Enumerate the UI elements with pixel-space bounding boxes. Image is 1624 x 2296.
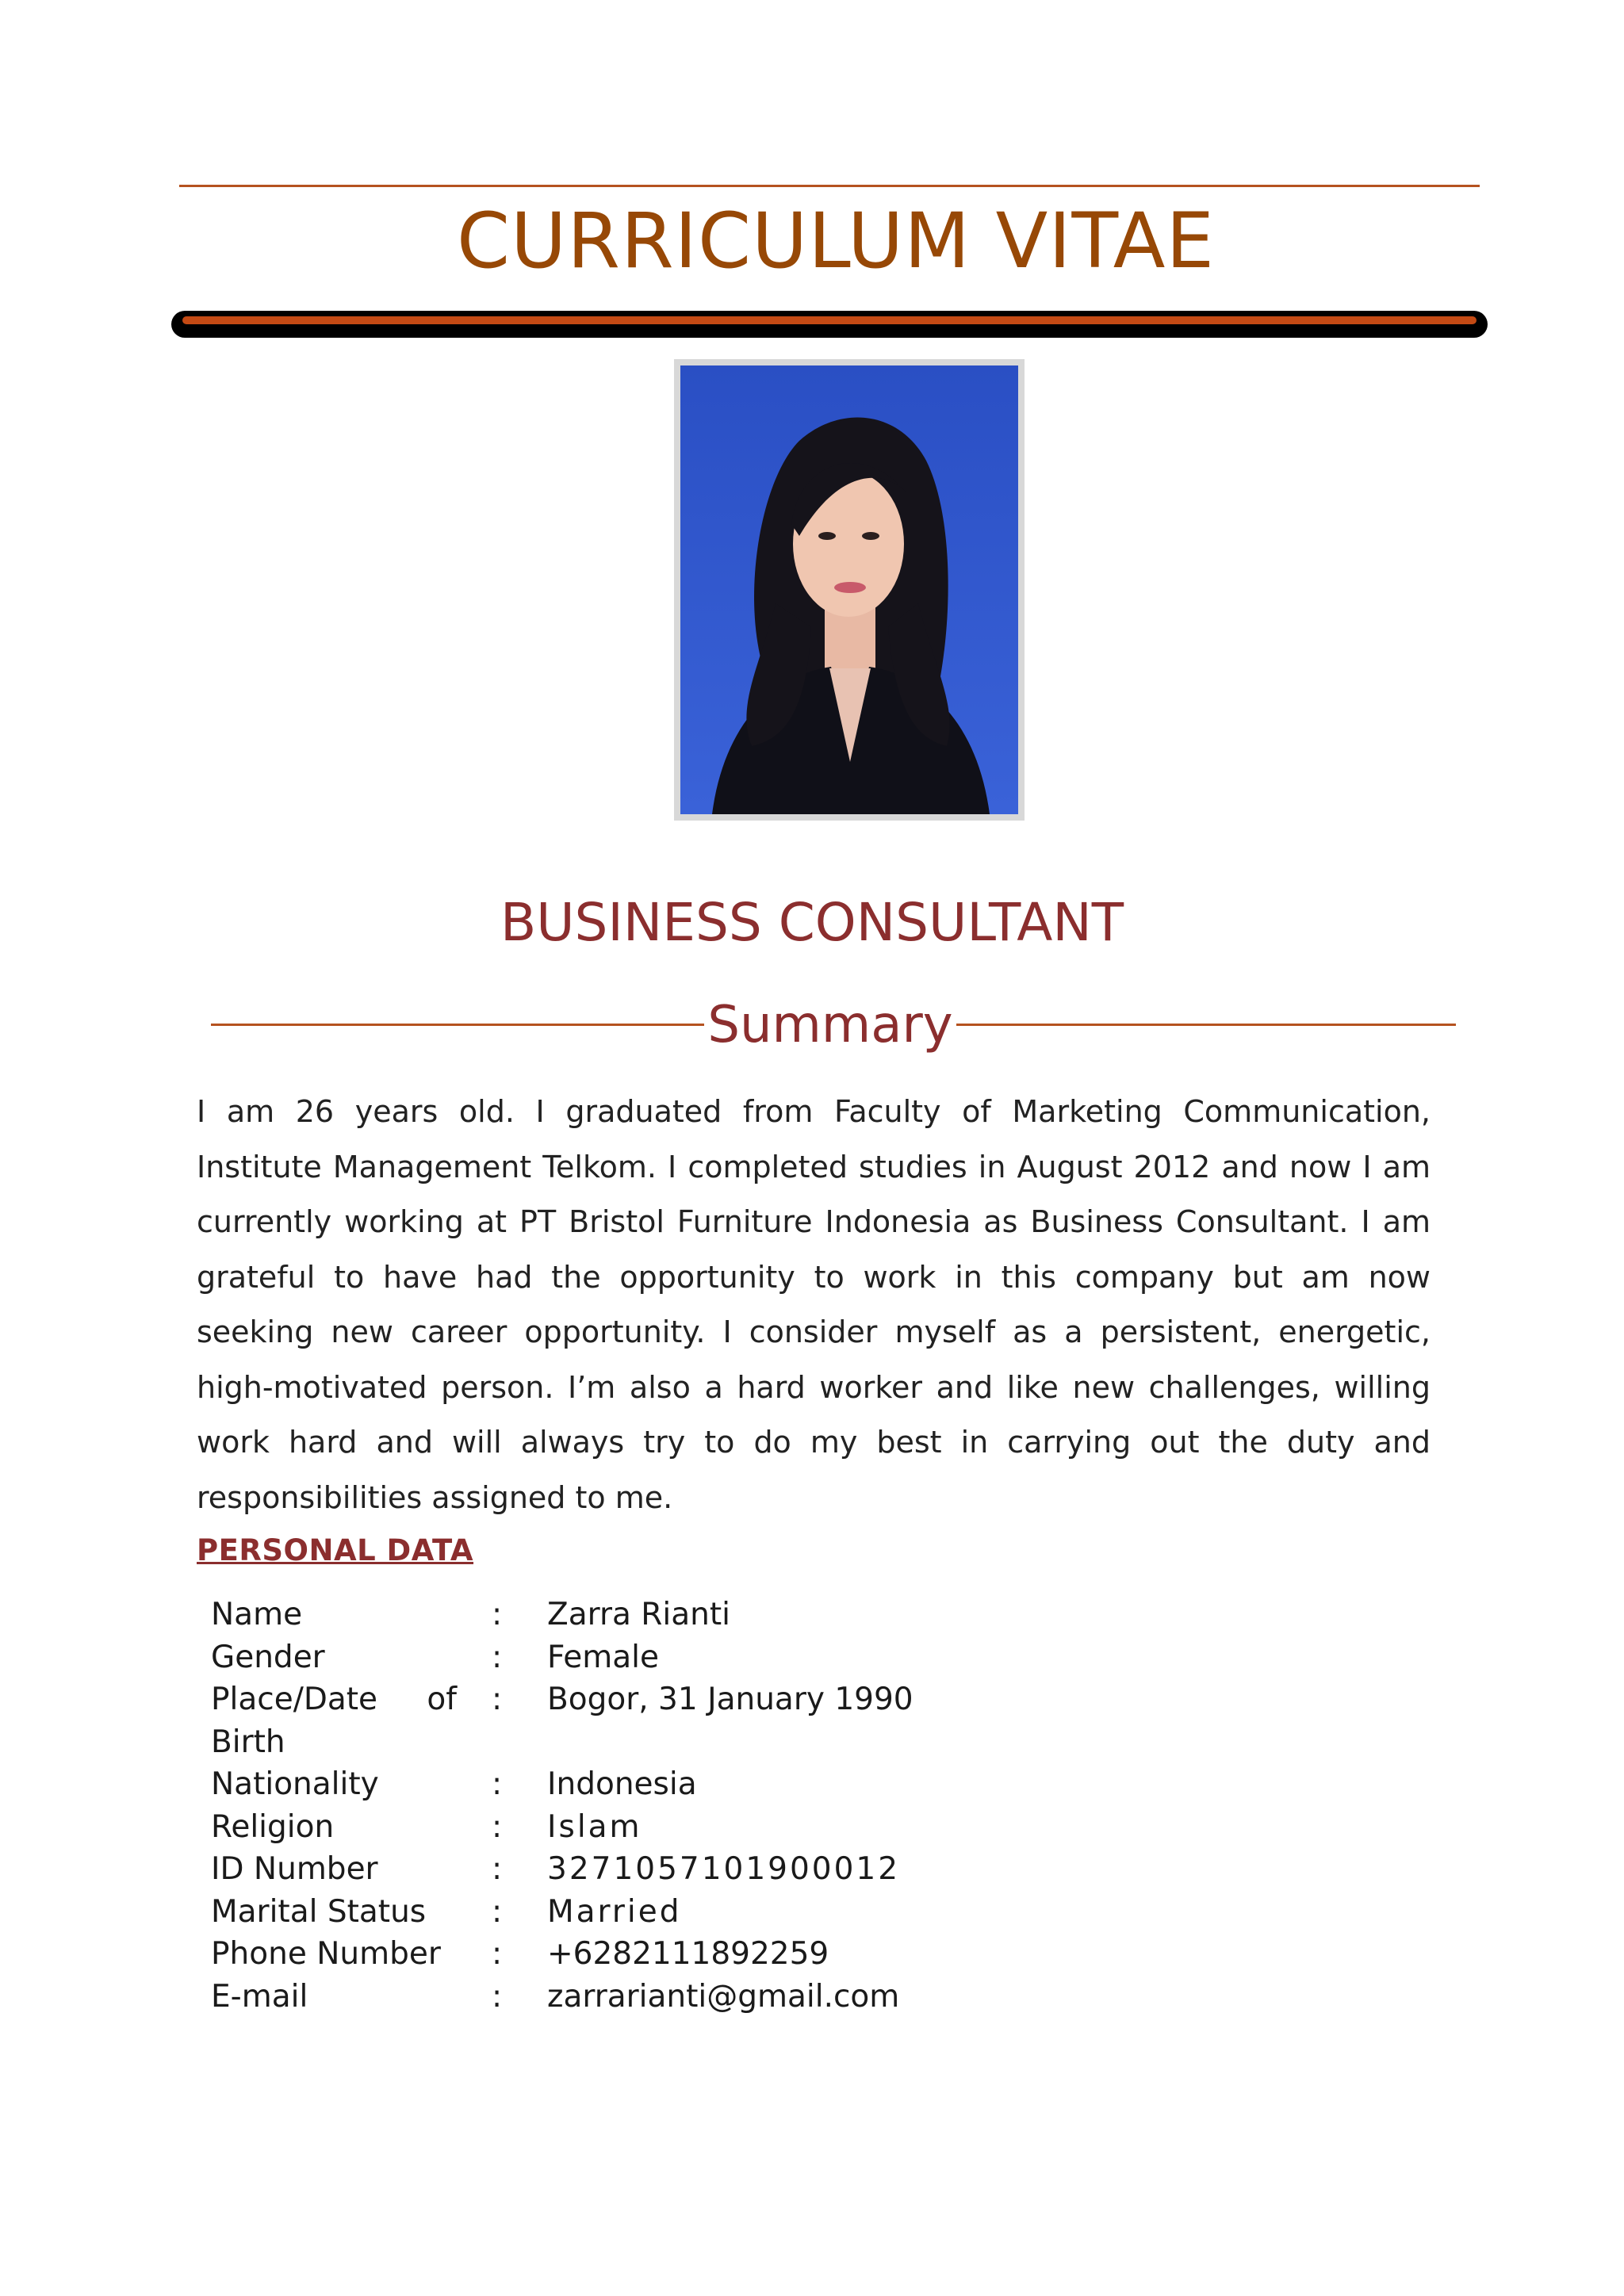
table-row xyxy=(211,1763,914,1806)
summary-rule-left xyxy=(211,1024,704,1026)
row-value: 3271057101900012 xyxy=(547,1851,901,1887)
row-label: Nationality xyxy=(211,1766,379,1802)
row-separator: : xyxy=(492,1893,503,1930)
row-label: ID Number xyxy=(211,1851,378,1887)
table-row xyxy=(211,1933,914,1976)
row-label: Name xyxy=(211,1597,303,1632)
summary-rule-right xyxy=(956,1024,1456,1026)
row-label: E-mail xyxy=(211,1978,308,2015)
table-row xyxy=(211,1848,914,1891)
row-label: Gender xyxy=(211,1639,325,1675)
row-value: Female xyxy=(547,1639,660,1675)
row-label: Place/Date of Birth xyxy=(211,1682,457,1760)
personal-data-table xyxy=(211,1594,914,2018)
table-row xyxy=(211,1594,914,1636)
row-value: Islam xyxy=(547,1808,642,1845)
row-separator: : xyxy=(492,1808,503,1845)
summary-heading: Summary xyxy=(707,996,953,1054)
row-label: Marital Status xyxy=(211,1893,427,1930)
table-row xyxy=(211,1678,914,1763)
row-value: +6282111892259 xyxy=(547,1936,829,1972)
row-label: Religion xyxy=(211,1808,335,1845)
table-row xyxy=(211,1636,914,1679)
row-separator: : xyxy=(492,1766,503,1802)
table-row xyxy=(211,1976,914,2019)
personal-data-heading: PERSONAL DATA xyxy=(197,1533,474,1567)
row-separator: : xyxy=(492,1978,503,2015)
row-value: zarrarianti@gmail.com xyxy=(547,1978,900,2015)
row-label: Phone Number xyxy=(211,1936,441,1972)
row-separator: : xyxy=(492,1936,503,1972)
portrait-photo-icon xyxy=(680,365,1018,814)
title-underline-accent xyxy=(182,316,1477,324)
top-rule xyxy=(179,185,1480,187)
title-underline-bar xyxy=(171,311,1488,338)
row-separator: : xyxy=(492,1597,503,1632)
job-title: BUSINESS CONSULTANT xyxy=(500,892,1124,953)
document-title: CURRICULUM VITAE xyxy=(456,197,1216,285)
summary-text: I am 26 years old. I graduated from Faculty of Marketing Communication, Institute Management Telkom. I completed studies in August 2012 and now I am currently working at PT Bristol Furniture Indonesia as Business Consultant. I am grateful to have had the opportunity to work in this company but am now seeking new career opportunity. I consider myself as a persistent, energetic, high-motivated person. I’m also a hard worker and like new challenges, willing work hard and will always try to do my best in carrying out the duty and responsibilities assigned to me. xyxy=(197,1094,1431,1515)
row-value: Married xyxy=(547,1893,682,1930)
row-separator: : xyxy=(492,1639,503,1675)
row-separator: : xyxy=(492,1851,503,1887)
table-row xyxy=(211,1806,914,1849)
row-value: Indonesia xyxy=(547,1766,697,1802)
table-row xyxy=(211,1891,914,1934)
row-separator: : xyxy=(492,1682,503,1717)
portrait-photo xyxy=(674,359,1025,821)
row-value: Zarra Rianti xyxy=(547,1597,730,1632)
row-value: Bogor, 31 January 1990 xyxy=(547,1682,914,1717)
